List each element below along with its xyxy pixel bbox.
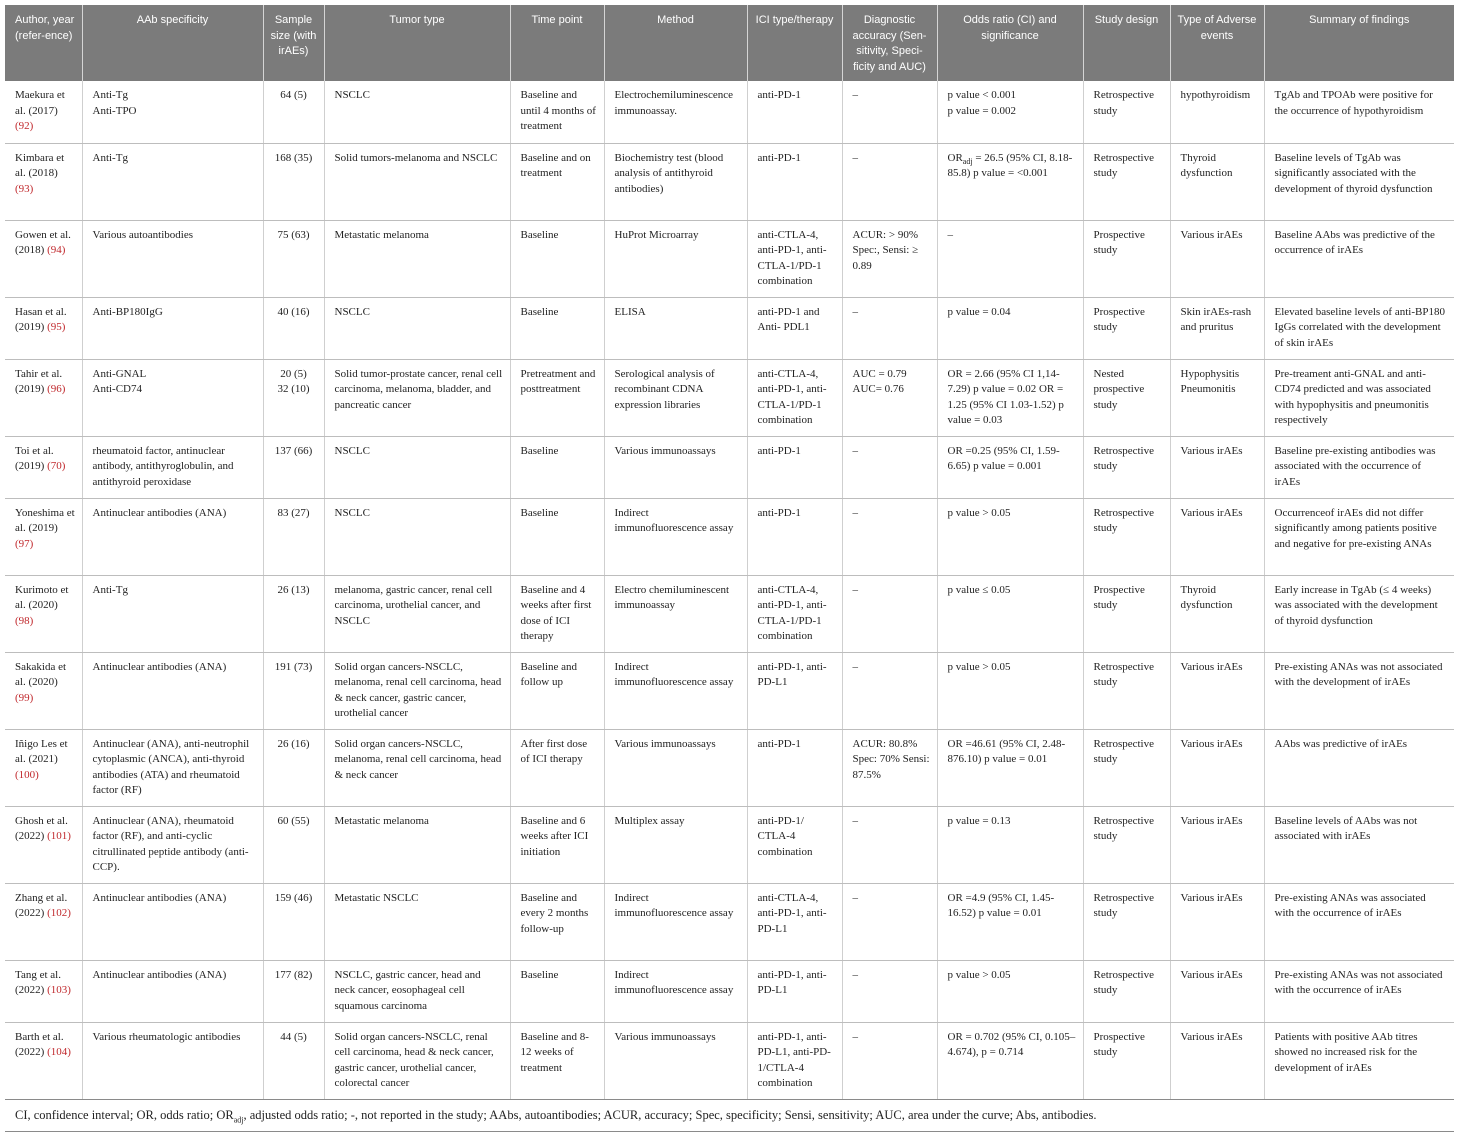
cell-aab: Anti-BP180IgG bbox=[82, 297, 263, 359]
reference-link[interactable]: (98) bbox=[15, 614, 34, 627]
cell-accuracy: – bbox=[842, 297, 937, 359]
cell-tumor: Metastatic NSCLC bbox=[324, 883, 510, 960]
cell-odds: p value > 0.05 bbox=[937, 652, 1083, 729]
author-text: Barth et al. (2022) bbox=[15, 1030, 64, 1058]
cell-aab: Antinuclear antibodies (ANA) bbox=[82, 960, 263, 1022]
cell-method: ELISA bbox=[604, 297, 747, 359]
cell-method: Various immunoassays bbox=[604, 436, 747, 498]
cell-accuracy: – bbox=[842, 960, 937, 1022]
table-row bbox=[5, 143, 1454, 220]
cell-ae: Thyroid dysfunction bbox=[1170, 575, 1264, 652]
cell-summary: Occurrenceof irAEs did not differ significantly among patients positive and negative for pre-existing ANAs bbox=[1264, 498, 1454, 575]
cell-tumor: NSCLC bbox=[324, 81, 510, 143]
cell-tumor: Solid organ cancers-NSCLC, melanoma, renal cell carcinoma, head & neck cancer, gastric cancer, urothelial cancer bbox=[324, 652, 510, 729]
reference-link[interactable]: (101) bbox=[47, 830, 71, 842]
cell-odds: – bbox=[937, 220, 1083, 297]
table-row bbox=[5, 883, 1454, 960]
cell-author bbox=[5, 806, 82, 883]
cell-ici: anti-PD-1 bbox=[747, 143, 842, 220]
cell-accuracy: ACUR: > 90% Spec:, Sensi: ≥ 0.89 bbox=[842, 220, 937, 297]
cell-accuracy: – bbox=[842, 575, 937, 652]
cell-method: Indirect immunofluorescence assay bbox=[604, 883, 747, 960]
cell-aab: Antinuclear (ANA), anti-neutrophil cytoplasmic (ANCA), anti-thyroid antibodies (ATA) and rheumatoid factor (RF) bbox=[82, 729, 263, 806]
cell-tumor: Solid organ cancers-NSCLC, melanoma, renal cell carcinoma, head & neck cancer bbox=[324, 729, 510, 806]
cell-accuracy: – bbox=[842, 436, 937, 498]
cell-method: Indirect immunofluorescence assay bbox=[604, 652, 747, 729]
cell-ae: Hypophysitis Pneumonitis bbox=[1170, 359, 1264, 436]
table-row bbox=[5, 806, 1454, 883]
author-text: Iñigo Les et al. (2021) bbox=[15, 737, 68, 765]
cell-summary: Early increase in TgAb (≤ 4 weeks) was associated with the development of thyroid dysfunction bbox=[1264, 575, 1454, 652]
cell-time: Baseline and on treatment bbox=[510, 143, 604, 220]
author-text: Zhang et al. (2022) bbox=[15, 891, 68, 919]
cell-author bbox=[5, 1022, 82, 1099]
reference-link[interactable]: (104) bbox=[47, 1046, 71, 1058]
cell-sample: 159 (46) bbox=[263, 883, 324, 960]
cell-author bbox=[5, 652, 82, 729]
cell-time: Baseline bbox=[510, 436, 604, 498]
cell-tumor: melanoma, gastric cancer, renal cell carcinoma, urothelial cancer, and NSCLC bbox=[324, 575, 510, 652]
cell-accuracy: – bbox=[842, 652, 937, 729]
reference-link[interactable]: (93) bbox=[15, 182, 34, 195]
cell-ae: Skin irAEs-rash and pruritus bbox=[1170, 297, 1264, 359]
cell-summary: Baseline levels of TgAb was significantly associated with the development of thyroid dysfunction bbox=[1264, 143, 1454, 220]
cell-aab: Anti-Tg bbox=[82, 143, 263, 220]
odds-prefix: OR bbox=[947, 151, 963, 164]
cell-summary: Pre-treament anti-GNAL and anti-CD74 predicted and was associated with hypophysitis and pneumonitis respectively bbox=[1264, 359, 1454, 436]
author-text: Tang et al. (2022) bbox=[15, 968, 61, 996]
reference-link[interactable]: (96) bbox=[47, 383, 66, 395]
cell-tumor: Solid tumor-prostate cancer, renal cell carcinoma, melanoma, bladder, and pancreatic cancer bbox=[324, 359, 510, 436]
cell-odds: p value > 0.05 bbox=[937, 498, 1083, 575]
cell-aab: Antinuclear antibodies (ANA) bbox=[82, 498, 263, 575]
cell-aab: Antinuclear antibodies (ANA) bbox=[82, 652, 263, 729]
table-row bbox=[5, 729, 1454, 806]
cell-author bbox=[5, 729, 82, 806]
cell-ae: hypothyroidism bbox=[1170, 81, 1264, 143]
cell-ae: Various irAEs bbox=[1170, 883, 1264, 960]
cell-summary: AAbs was predictive of irAEs bbox=[1264, 729, 1454, 806]
cell-method: Multiplex assay bbox=[604, 806, 747, 883]
cell-sample: 40 (16) bbox=[263, 297, 324, 359]
cell-time: Baseline and every 2 months follow-up bbox=[510, 883, 604, 960]
cell-sample: 137 (66) bbox=[263, 436, 324, 498]
cell-method: Electrochemiluminescence immunoassay. bbox=[604, 81, 747, 143]
cell-ici: anti-PD-1, anti-PD-L1 bbox=[747, 652, 842, 729]
table-row bbox=[5, 297, 1454, 359]
cell-ici: anti-PD-1/ CTLA-4 combination bbox=[747, 806, 842, 883]
cell-ici: anti-PD-1 bbox=[747, 729, 842, 806]
cell-tumor: Solid organ cancers-NSCLC, renal cell carcinoma, head & neck cancer, gastric cancer, urothelial cancer, colorectal cancer bbox=[324, 1022, 510, 1099]
cell-sample: 26 (16) bbox=[263, 729, 324, 806]
cell-ici: anti-CTLA-4, anti-PD-1, anti-CTLA-1/PD-1 combination bbox=[747, 575, 842, 652]
reference-link[interactable]: (95) bbox=[47, 321, 66, 333]
cell-design: Retrospective study bbox=[1083, 806, 1170, 883]
cell-odds: OR = 0.702 (95% CI, 0.105–4.674), p = 0.714 bbox=[937, 1022, 1083, 1099]
cell-sample: 44 (5) bbox=[263, 1022, 324, 1099]
table-container bbox=[5, 5, 1454, 1132]
cell-time: Baseline and until 4 months of treatment bbox=[510, 81, 604, 143]
author-text: Toi et al. (2019) bbox=[15, 444, 54, 472]
cell-time: Baseline bbox=[510, 498, 604, 575]
cell-sample: 168 (35) bbox=[263, 143, 324, 220]
cell-design: Retrospective study bbox=[1083, 81, 1170, 143]
cell-ici: anti-PD-1 bbox=[747, 498, 842, 575]
table-row bbox=[5, 960, 1454, 1022]
cell-accuracy: – bbox=[842, 883, 937, 960]
cell-summary: Elevated baseline levels of anti-BP180 IgGs correlated with the development of skin irAEs bbox=[1264, 297, 1454, 359]
cell-time: Baseline and 6 weeks after ICI initiation bbox=[510, 806, 604, 883]
cell-odds: OR =4.9 (95% CI, 1.45-16.52) p value = 0.01 bbox=[937, 883, 1083, 960]
cell-ae: Various irAEs bbox=[1170, 220, 1264, 297]
cell-summary: Baseline levels of AAbs was not associated with irAEs bbox=[1264, 806, 1454, 883]
column-header: Type of Adverse events bbox=[1170, 5, 1264, 81]
table-row bbox=[5, 575, 1454, 652]
cell-tumor: NSCLC bbox=[324, 436, 510, 498]
table-footnote bbox=[5, 1099, 1454, 1132]
cell-tumor: NSCLC bbox=[324, 498, 510, 575]
cell-author bbox=[5, 498, 82, 575]
cell-design: Prospective study bbox=[1083, 575, 1170, 652]
cell-accuracy: – bbox=[842, 1022, 937, 1099]
column-header: ICI type/therapy bbox=[747, 5, 842, 81]
cell-time: Baseline bbox=[510, 960, 604, 1022]
reference-link[interactable]: (70) bbox=[47, 460, 66, 472]
cell-tumor: Solid tumors-melanoma and NSCLC bbox=[324, 143, 510, 220]
cell-author bbox=[5, 143, 82, 220]
cell-sample: 64 (5) bbox=[263, 81, 324, 143]
reference-link[interactable]: (99) bbox=[15, 691, 34, 704]
cell-design: Retrospective study bbox=[1083, 729, 1170, 806]
reference-link[interactable]: (103) bbox=[47, 984, 71, 996]
reference-link[interactable]: (94) bbox=[47, 244, 66, 256]
column-header: Time point bbox=[510, 5, 604, 81]
cell-accuracy: ACUR: 80.8% Spec: 70% Sensi: 87.5% bbox=[842, 729, 937, 806]
cell-summary: Baseline AAbs was predictive of the occurrence of irAEs bbox=[1264, 220, 1454, 297]
cell-tumor: NSCLC bbox=[324, 297, 510, 359]
cell-odds: p value > 0.05 bbox=[937, 960, 1083, 1022]
autoantibody-table bbox=[5, 5, 1454, 1100]
cell-odds: p value < 0.001 p value = 0.002 bbox=[937, 81, 1083, 143]
cell-odds: p value = 0.13 bbox=[937, 806, 1083, 883]
author-text: Kimbara et al. (2018) bbox=[15, 151, 65, 179]
cell-sample: 75 (63) bbox=[263, 220, 324, 297]
cell-ici: anti-PD-1 and Anti- PDL1 bbox=[747, 297, 842, 359]
author-text: Yoneshima et al. (2019) bbox=[15, 506, 75, 534]
cell-design: Retrospective study bbox=[1083, 436, 1170, 498]
reference-link[interactable]: (97) bbox=[15, 537, 34, 550]
table-body bbox=[5, 81, 1454, 1099]
cell-time: Baseline and 4 weeks after first dose of ICI therapy bbox=[510, 575, 604, 652]
cell-ici: anti-PD-1 bbox=[747, 81, 842, 143]
cell-ae: Various irAEs bbox=[1170, 729, 1264, 806]
cell-author bbox=[5, 575, 82, 652]
cell-time: Baseline and 8-12 weeks of treatment bbox=[510, 1022, 604, 1099]
cell-method: HuProt Microarray bbox=[604, 220, 747, 297]
cell-accuracy: – bbox=[842, 498, 937, 575]
cell-aab: Various rheumatologic antibodies bbox=[82, 1022, 263, 1099]
cell-method: Indirect immunofluorescence assay bbox=[604, 960, 747, 1022]
cell-summary: Patients with positive AAb titres showed no increased risk for the development of irAEs bbox=[1264, 1022, 1454, 1099]
cell-author bbox=[5, 883, 82, 960]
cell-method: Various immunoassays bbox=[604, 1022, 747, 1099]
cell-method: Serological analysis of recombinant CDNA expression libraries bbox=[604, 359, 747, 436]
cell-ae: Various irAEs bbox=[1170, 436, 1264, 498]
cell-tumor: Metastatic melanoma bbox=[324, 220, 510, 297]
author-text: Sakakida et al. (2020) bbox=[15, 660, 67, 688]
cell-author bbox=[5, 220, 82, 297]
column-header: AAb specificity bbox=[82, 5, 263, 81]
table-row bbox=[5, 81, 1454, 143]
cell-time: Baseline bbox=[510, 297, 604, 359]
cell-ae: Various irAEs bbox=[1170, 1022, 1264, 1099]
cell-design: Retrospective study bbox=[1083, 883, 1170, 960]
cell-ici: anti-CTLA-4, anti-PD-1, anti-CTLA-1/PD-1 combination bbox=[747, 220, 842, 297]
odds-subscript: adj bbox=[962, 156, 973, 166]
cell-aab: Antinuclear antibodies (ANA) bbox=[82, 883, 263, 960]
cell-odds: OR = 2.66 (95% CI 1,14-7.29) p value = 0.02 OR = 1.25 (95% CI 1.03-1.52) p value = 0.03 bbox=[937, 359, 1083, 436]
reference-link[interactable]: (102) bbox=[47, 907, 71, 919]
cell-author bbox=[5, 960, 82, 1022]
cell-time: After first dose of ICI therapy bbox=[510, 729, 604, 806]
cell-accuracy: – bbox=[842, 81, 937, 143]
cell-odds: OR =0.25 (95% CI, 1.59-6.65) p value = 0.001 bbox=[937, 436, 1083, 498]
footnote-text-b: , adjusted odds ratio; -, not reported in the study; AAbs, autoantibodies; ACUR, accuracy; Spec, specificity; Sensi, sensitivity; AUC, area under the curve; Abs, antibodies. bbox=[243, 1107, 1097, 1122]
cell-method: Biochemistry test (blood analysis of antithyroid antibodies) bbox=[604, 143, 747, 220]
column-header: Summary of findings bbox=[1264, 5, 1454, 81]
cell-ici: anti-PD-1, anti-PD-L1, anti-PD-1/CTLA-4 combination bbox=[747, 1022, 842, 1099]
table-row bbox=[5, 652, 1454, 729]
table-row bbox=[5, 436, 1454, 498]
reference-link[interactable]: (92) bbox=[15, 120, 34, 132]
cell-summary: TgAb and TPOAb were positive for the occurrence of hypothyroidism bbox=[1264, 81, 1454, 143]
cell-sample: 191 (73) bbox=[263, 652, 324, 729]
cell-time: Baseline and follow up bbox=[510, 652, 604, 729]
cell-ici: anti-PD-1, anti-PD-L1 bbox=[747, 960, 842, 1022]
column-header: Method bbox=[604, 5, 747, 81]
cell-design: Prospective study bbox=[1083, 220, 1170, 297]
cell-ici: anti-PD-1 bbox=[747, 436, 842, 498]
cell-aab: Anti-Tg bbox=[82, 575, 263, 652]
cell-sample: 20 (5) 32 (10) bbox=[263, 359, 324, 436]
cell-method: Indirect immunofluorescence assay bbox=[604, 498, 747, 575]
author-text: Ghosh et al. (2022) bbox=[15, 814, 68, 842]
cell-time: Baseline bbox=[510, 220, 604, 297]
cell-design: Retrospective study bbox=[1083, 960, 1170, 1022]
table-row bbox=[5, 498, 1454, 575]
cell-odds: p value = 0.04 bbox=[937, 297, 1083, 359]
cell-method: Electro chemiluminescent immunoassay bbox=[604, 575, 747, 652]
cell-sample: 83 (27) bbox=[263, 498, 324, 575]
cell-design: Retrospective study bbox=[1083, 498, 1170, 575]
table-row bbox=[5, 220, 1454, 297]
author-text: Hasan et al. (2019) bbox=[15, 305, 67, 333]
cell-author bbox=[5, 81, 82, 143]
cell-odds: OR =46.61 (95% CI, 2.48-876.10) p value = 0.01 bbox=[937, 729, 1083, 806]
cell-design: Nested prospective study bbox=[1083, 359, 1170, 436]
cell-aab: Anti-GNAL Anti-CD74 bbox=[82, 359, 263, 436]
header-row bbox=[5, 5, 1454, 81]
cell-ici: anti-CTLA-4, anti-PD-1, anti-CTLA-1/PD-1 combination bbox=[747, 359, 842, 436]
cell-author bbox=[5, 359, 82, 436]
cell-design: Retrospective study bbox=[1083, 143, 1170, 220]
cell-summary: Pre-existing ANAs was not associated with the occurrence of irAEs bbox=[1264, 960, 1454, 1022]
cell-aab: Anti-Tg Anti-TPO bbox=[82, 81, 263, 143]
cell-aab: rheumatoid factor, antinuclear antibody, antithyroglobulin, and antithyroid peroxidase bbox=[82, 436, 263, 498]
cell-ici: anti-CTLA-4, anti-PD-1, anti-PD-L1 bbox=[747, 883, 842, 960]
cell-accuracy: – bbox=[842, 806, 937, 883]
cell-sample: 26 (13) bbox=[263, 575, 324, 652]
cell-ae: Various irAEs bbox=[1170, 806, 1264, 883]
column-header: Author, year (refer-ence) bbox=[5, 5, 82, 81]
cell-tumor: NSCLC, gastric cancer, head and neck cancer, eosophageal cell squamous carcinoma bbox=[324, 960, 510, 1022]
cell-ae: Various irAEs bbox=[1170, 960, 1264, 1022]
cell-ae: Thyroid dysfunction bbox=[1170, 143, 1264, 220]
cell-aab: Various autoantibodies bbox=[82, 220, 263, 297]
cell-time: Pretreatment and posttreatment bbox=[510, 359, 604, 436]
cell-author bbox=[5, 297, 82, 359]
cell-sample: 177 (82) bbox=[263, 960, 324, 1022]
cell-odds bbox=[937, 143, 1083, 220]
cell-design: Prospective study bbox=[1083, 1022, 1170, 1099]
cell-ae: Various irAEs bbox=[1170, 498, 1264, 575]
cell-ae: Various irAEs bbox=[1170, 652, 1264, 729]
cell-author bbox=[5, 436, 82, 498]
cell-design: Prospective study bbox=[1083, 297, 1170, 359]
column-header: Tumor type bbox=[324, 5, 510, 81]
cell-accuracy: – bbox=[842, 143, 937, 220]
cell-summary: Baseline pre-existing antibodies was associated with the occurrence of irAEs bbox=[1264, 436, 1454, 498]
table-row bbox=[5, 359, 1454, 436]
footnote-text-a: CI, confidence interval; OR, odds ratio; OR bbox=[15, 1107, 234, 1122]
cell-sample: 60 (55) bbox=[263, 806, 324, 883]
cell-method: Various immunoassays bbox=[604, 729, 747, 806]
reference-link[interactable]: (100) bbox=[15, 768, 39, 781]
column-header: Sample size (with irAEs) bbox=[263, 5, 324, 81]
cell-summary: Pre-existing ANAs was not associated with the development of irAEs bbox=[1264, 652, 1454, 729]
column-header: Study design bbox=[1083, 5, 1170, 81]
author-text: Kurimoto et al. (2020) bbox=[15, 583, 69, 611]
author-text: Maekura et al. (2017) bbox=[15, 89, 65, 117]
table-row bbox=[5, 1022, 1454, 1099]
author-text: Gowen et al. (2018) bbox=[15, 228, 71, 256]
odds-text: = 26.5 (95% CI, 8.18-85.8) p value = <0.001 bbox=[947, 151, 1073, 179]
column-header: Odds ratio (CI) and significance bbox=[937, 5, 1083, 81]
cell-tumor: Metastatic melanoma bbox=[324, 806, 510, 883]
cell-odds: p value ≤ 0.05 bbox=[937, 575, 1083, 652]
cell-accuracy: AUC = 0.79 AUC= 0.76 bbox=[842, 359, 937, 436]
footnote-sub: adj bbox=[233, 1115, 244, 1124]
cell-summary: Pre-existing ANAs was associated with the occurrence of irAEs bbox=[1264, 883, 1454, 960]
author-text: Tahir et al. (2019) bbox=[15, 367, 63, 395]
cell-design: Retrospective study bbox=[1083, 652, 1170, 729]
cell-aab: Antinuclear (ANA), rheumatoid factor (RF), and anti-cyclic citrullinated peptide antibody (anti-CCP). bbox=[82, 806, 263, 883]
column-header: Diagnostic accuracy (Sen-sitivity, Speci-ficity and AUC) bbox=[842, 5, 937, 81]
